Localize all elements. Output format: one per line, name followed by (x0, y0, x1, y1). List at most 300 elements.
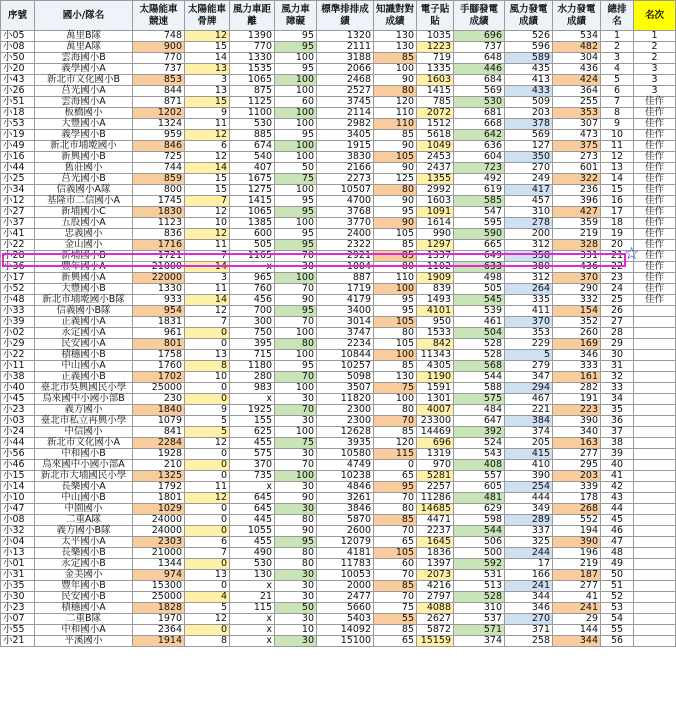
cell-solar-speed[interactable]: 2364 (133, 625, 185, 636)
cell-wind-obstacle[interactable]: 70 (275, 405, 317, 416)
table-row[interactable] (1, 625, 676, 636)
cell-team[interactable]: 正義國小B (35, 372, 133, 383)
cell-solar-speed[interactable]: 2284 (133, 438, 185, 449)
cell-total-rank[interactable]: 53 (601, 603, 634, 614)
cell-total-rank[interactable]: 27 (601, 317, 634, 328)
cell-total-rank[interactable]: 1 (601, 31, 634, 42)
cell-wind-power[interactable]: 335 (505, 295, 553, 306)
cell-wind-obstacle[interactable]: 30 (275, 592, 317, 603)
cell-wind-obstacle[interactable]: 90 (275, 295, 317, 306)
cell-total-rank[interactable]: 16 (601, 196, 634, 207)
cell-knowledge-match[interactable]: 90 (374, 75, 417, 86)
cell-id[interactable]: 小03 (1, 416, 35, 427)
cell-hand-foot-power[interactable]: 547 (454, 207, 505, 218)
cell-circuit-stick[interactable]: 1049 (417, 141, 454, 152)
cell-wind-distance[interactable]: 456 (230, 295, 275, 306)
cell-circuit-stick[interactable]: 1355 (417, 174, 454, 185)
cell-id[interactable]: 小35 (1, 581, 35, 592)
cell-wind-power[interactable]: 444 (505, 493, 553, 504)
cell-wind-obstacle[interactable]: 100 (275, 328, 317, 339)
cell-id[interactable]: 小38 (1, 372, 35, 383)
cell-knowledge-match[interactable]: 65 (374, 471, 417, 482)
cell-team[interactable]: 莒光國小B (35, 174, 133, 185)
cell-id[interactable]: 小34 (1, 185, 35, 196)
cell-solar-domino[interactable]: 7 (185, 196, 230, 207)
cell-solar-domino[interactable]: 9 (185, 405, 230, 416)
cell-knowledge-match[interactable]: 70 (374, 416, 417, 427)
cell-team[interactable]: 新興國小B (35, 152, 133, 163)
cell-hand-foot-power[interactable]: 461 (454, 317, 505, 328)
cell-wind-obstacle[interactable]: 60 (275, 97, 317, 108)
cell-team[interactable]: 新北市埔墘國小 (35, 141, 133, 152)
cell-solar-speed[interactable]: 900 (133, 42, 185, 53)
cell-circuit-stick[interactable]: 2453 (417, 152, 454, 163)
cell-solar-speed[interactable]: 21000 (133, 262, 185, 273)
cell-wind-distance[interactable]: 1100 (230, 108, 275, 119)
cell-place[interactable]: 佳作 (634, 196, 676, 207)
cell-team[interactable]: 中信國小 (35, 427, 133, 438)
cell-place[interactable]: 佳作 (634, 240, 676, 251)
cell-id[interactable]: 小07 (1, 614, 35, 625)
cell-solar-speed[interactable]: 1792 (133, 482, 185, 493)
cell-wind-distance[interactable]: 1535 (230, 64, 275, 75)
cell-wind-distance[interactable]: 700 (230, 306, 275, 317)
cell-wind-distance[interactable]: 490 (230, 548, 275, 559)
table-row[interactable] (1, 119, 676, 130)
cell-team[interactable]: 二重A隊 (35, 515, 133, 526)
cell-circuit-stick[interactable]: 1909 (417, 273, 454, 284)
cell-hydro-power[interactable]: 241 (553, 603, 601, 614)
cell-wind-obstacle[interactable]: 100 (275, 350, 317, 361)
cell-hydro-power[interactable]: 424 (553, 75, 601, 86)
table-row[interactable] (1, 317, 676, 328)
cell-circuit-stick[interactable]: 4007 (417, 405, 454, 416)
cell-place[interactable]: 佳作 (634, 97, 676, 108)
cell-solar-speed[interactable]: 21000 (133, 548, 185, 559)
cell-knowledge-match[interactable]: 100 (374, 350, 417, 361)
cell-wind-obstacle[interactable]: 100 (275, 53, 317, 64)
col-header-solar-speed[interactable]: 太陽能車競速 (133, 1, 185, 31)
cell-total-rank[interactable]: 21 (601, 251, 634, 262)
cell-wind-distance[interactable]: x (230, 394, 275, 405)
cell-total-rank[interactable]: 6 (601, 86, 634, 97)
cell-knowledge-match[interactable]: 85 (374, 130, 417, 141)
cell-hand-foot-power[interactable]: 633 (454, 262, 505, 273)
cell-wind-power[interactable]: 467 (505, 394, 553, 405)
cell-wind-power[interactable]: 337 (505, 526, 553, 537)
cell-wind-power[interactable]: 279 (505, 361, 553, 372)
cell-hydro-power[interactable]: 552 (553, 515, 601, 526)
table-row[interactable] (1, 141, 676, 152)
cell-circuit-stick[interactable]: 1335 (417, 64, 454, 75)
cell-circuit-stick[interactable]: 4305 (417, 361, 454, 372)
table-row[interactable] (1, 174, 676, 185)
cell-hydro-power[interactable]: 339 (553, 482, 601, 493)
cell-hydro-power[interactable]: 427 (553, 207, 601, 218)
cell-team[interactable]: 忠義國小 (35, 229, 133, 240)
cell-wind-power[interactable]: 390 (505, 471, 553, 482)
cell-total-rank[interactable]: 14 (601, 174, 634, 185)
cell-hydro-power[interactable]: 290 (553, 284, 601, 295)
cell-solar-domino[interactable]: 0 (185, 383, 230, 394)
cell-standard-row[interactable]: 2921 (317, 251, 374, 262)
cell-team[interactable]: 太平國小A (35, 537, 133, 548)
cell-total-rank[interactable]: 37 (601, 427, 634, 438)
cell-solar-domino[interactable]: 11 (185, 284, 230, 295)
cell-solar-speed[interactable]: 25000 (133, 592, 185, 603)
cell-knowledge-match[interactable]: 110 (374, 108, 417, 119)
cell-standard-row[interactable]: 5403 (317, 614, 374, 625)
cell-solar-speed[interactable]: 748 (133, 31, 185, 42)
cell-wind-obstacle[interactable]: 100 (275, 152, 317, 163)
cell-place[interactable] (634, 328, 676, 339)
cell-solar-domino[interactable]: 7 (185, 251, 230, 262)
cell-solar-domino[interactable]: 8 (185, 636, 230, 647)
cell-knowledge-match[interactable]: 85 (374, 240, 417, 251)
cell-standard-row[interactable]: 3830 (317, 152, 374, 163)
cell-id[interactable]: 小01 (1, 559, 35, 570)
cell-wind-obstacle[interactable]: 30 (275, 394, 317, 405)
cell-solar-speed[interactable]: 1840 (133, 405, 185, 416)
cell-hydro-power[interactable]: 352 (553, 317, 601, 328)
cell-id[interactable]: 小20 (1, 64, 35, 75)
cell-hand-foot-power[interactable]: 588 (454, 383, 505, 394)
cell-standard-row[interactable]: 3400 (317, 306, 374, 317)
table-row[interactable] (1, 449, 676, 460)
cell-team[interactable]: 新興國小A (35, 273, 133, 284)
cell-wind-power[interactable]: 569 (505, 130, 553, 141)
cell-solar-speed[interactable]: 2303 (133, 537, 185, 548)
cell-solar-speed[interactable]: 24000 (133, 526, 185, 537)
col-header-wind-power[interactable]: 風力發電成績 (505, 1, 553, 31)
cell-hydro-power[interactable]: 304 (553, 53, 601, 64)
cell-wind-obstacle[interactable]: 70 (275, 251, 317, 262)
cell-total-rank[interactable]: 31 (601, 361, 634, 372)
cell-team[interactable]: 金山國小 (35, 240, 133, 251)
table-row[interactable] (1, 350, 676, 361)
cell-id[interactable]: 小47 (1, 504, 35, 515)
cell-solar-domino[interactable]: 15 (185, 42, 230, 53)
cell-knowledge-match[interactable]: 0 (374, 460, 417, 471)
cell-standard-row[interactable]: 2166 (317, 163, 374, 174)
cell-place[interactable]: 佳作 (634, 273, 676, 284)
cell-knowledge-match[interactable]: 65 (374, 537, 417, 548)
cell-place[interactable] (634, 350, 676, 361)
table-row[interactable] (1, 548, 676, 559)
cell-wind-obstacle[interactable]: 70 (275, 460, 317, 471)
cell-total-rank[interactable]: 34 (601, 394, 634, 405)
cell-circuit-stick[interactable]: 1397 (417, 559, 454, 570)
cell-solar-speed[interactable]: 846 (133, 141, 185, 152)
cell-total-rank[interactable]: 36 (601, 416, 634, 427)
cell-total-rank[interactable]: 2 (601, 42, 634, 53)
cell-solar-speed[interactable]: 1029 (133, 504, 185, 515)
cell-hand-foot-power[interactable]: 537 (454, 614, 505, 625)
cell-solar-speed[interactable]: 1831 (133, 317, 185, 328)
cell-wind-power[interactable]: 415 (505, 449, 553, 460)
cell-solar-domino[interactable]: 5 (185, 427, 230, 438)
cell-wind-distance[interactable]: 21 (230, 592, 275, 603)
cell-team[interactable]: 豐年國小B (35, 581, 133, 592)
cell-wind-distance[interactable]: 530 (230, 559, 275, 570)
cell-id[interactable]: 小12 (1, 196, 35, 207)
cell-team[interactable]: 信義國小A隊 (35, 185, 133, 196)
cell-total-rank[interactable]: 19 (601, 229, 634, 240)
cell-total-rank[interactable]: 41 (601, 471, 634, 482)
cell-circuit-stick[interactable]: 14685 (417, 504, 454, 515)
cell-wind-obstacle[interactable]: 95 (275, 207, 317, 218)
cell-hydro-power[interactable]: 163 (553, 438, 601, 449)
cell-hand-foot-power[interactable]: 505 (454, 284, 505, 295)
cell-hydro-power[interactable]: 203 (553, 471, 601, 482)
cell-solar-speed[interactable]: 770 (133, 53, 185, 64)
cell-place[interactable] (634, 361, 676, 372)
cell-hand-foot-power[interactable]: 649 (454, 251, 505, 262)
cell-solar-speed[interactable]: 853 (133, 75, 185, 86)
cell-wind-power[interactable]: 278 (505, 218, 553, 229)
cell-team[interactable]: 義學國小B (35, 130, 133, 141)
cell-knowledge-match[interactable]: 90 (374, 141, 417, 152)
cell-wind-obstacle[interactable]: 90 (275, 493, 317, 504)
cell-standard-row[interactable]: 11820 (317, 394, 374, 405)
cell-hydro-power[interactable]: 344 (553, 636, 601, 647)
cell-hydro-power[interactable]: 268 (553, 504, 601, 515)
cell-hand-foot-power[interactable]: 592 (454, 559, 505, 570)
cell-total-rank[interactable]: 43 (601, 493, 634, 504)
cell-id[interactable]: 小17 (1, 273, 35, 284)
cell-wind-distance[interactable]: 770 (230, 42, 275, 53)
cell-standard-row[interactable]: 10257 (317, 361, 374, 372)
cell-circuit-stick[interactable]: 15159 (417, 636, 454, 647)
cell-wind-distance[interactable]: 407 (230, 163, 275, 174)
cell-hand-foot-power[interactable]: 446 (454, 64, 505, 75)
cell-knowledge-match[interactable]: 120 (374, 438, 417, 449)
cell-standard-row[interactable]: 3770 (317, 218, 374, 229)
cell-circuit-stick[interactable]: 4216 (417, 581, 454, 592)
cell-wind-distance[interactable]: 760 (230, 284, 275, 295)
cell-wind-distance[interactable]: 1125 (230, 97, 275, 108)
cell-wind-obstacle[interactable]: 50 (275, 603, 317, 614)
cell-solar-speed[interactable]: 974 (133, 570, 185, 581)
cell-total-rank[interactable]: 40 (601, 460, 634, 471)
cell-solar-domino[interactable]: 14 (185, 53, 230, 64)
cell-id[interactable]: 小27 (1, 207, 35, 218)
cell-hand-foot-power[interactable]: 492 (454, 174, 505, 185)
cell-wind-obstacle[interactable]: 80 (275, 515, 317, 526)
cell-wind-distance[interactable]: 1275 (230, 185, 275, 196)
cell-id[interactable]: 小31 (1, 570, 35, 581)
cell-hydro-power[interactable]: 482 (553, 42, 601, 53)
cell-hydro-power[interactable]: 260 (553, 328, 601, 339)
cell-wind-distance[interactable]: 530 (230, 119, 275, 130)
cell-wind-distance[interactable]: x (230, 581, 275, 592)
cell-wind-distance[interactable]: x (230, 262, 275, 273)
cell-wind-obstacle[interactable]: 80 (275, 559, 317, 570)
cell-wind-distance[interactable]: 625 (230, 427, 275, 438)
cell-circuit-stick[interactable]: 970 (417, 460, 454, 471)
table-row[interactable] (1, 86, 676, 97)
cell-solar-domino[interactable]: 0 (185, 515, 230, 526)
col-header-id[interactable]: 序號 (1, 1, 35, 31)
cell-hydro-power[interactable]: 295 (553, 460, 601, 471)
cell-knowledge-match[interactable]: 90 (374, 163, 417, 174)
cell-id[interactable]: 小55 (1, 625, 35, 636)
cell-solar-speed[interactable]: 1760 (133, 361, 185, 372)
cell-total-rank[interactable]: 46 (601, 526, 634, 537)
cell-wind-distance[interactable]: 1925 (230, 405, 275, 416)
cell-wind-distance[interactable]: 885 (230, 130, 275, 141)
cell-knowledge-match[interactable]: 95 (374, 306, 417, 317)
table-row[interactable] (1, 581, 676, 592)
cell-total-rank[interactable]: 30 (601, 350, 634, 361)
cell-solar-speed[interactable]: 25000 (133, 383, 185, 394)
cell-knowledge-match[interactable]: 105 (374, 548, 417, 559)
cell-team[interactable]: 義學國小A (35, 64, 133, 75)
cell-wind-distance[interactable]: 1180 (230, 361, 275, 372)
cell-standard-row[interactable]: 2114 (317, 108, 374, 119)
cell-id[interactable]: 小18 (1, 108, 35, 119)
cell-hydro-power[interactable]: 359 (553, 218, 601, 229)
cell-total-rank[interactable]: 23 (601, 273, 634, 284)
cell-place[interactable] (634, 570, 676, 581)
cell-total-rank[interactable]: 22 (601, 262, 634, 273)
cell-standard-row[interactable]: 3507 (317, 383, 374, 394)
cell-place[interactable] (634, 383, 676, 394)
cell-place[interactable] (634, 614, 676, 625)
cell-standard-row[interactable]: 2000 (317, 581, 374, 592)
cell-knowledge-match[interactable]: 100 (374, 64, 417, 75)
cell-solar-domino[interactable]: 6 (185, 141, 230, 152)
cell-id[interactable]: 小36 (1, 262, 35, 273)
cell-standard-row[interactable]: 4846 (317, 482, 374, 493)
cell-place[interactable] (634, 603, 676, 614)
cell-solar-speed[interactable]: 22000 (133, 273, 185, 284)
cell-knowledge-match[interactable]: 105 (374, 339, 417, 350)
table-row[interactable] (1, 42, 676, 53)
cell-place[interactable] (634, 460, 676, 471)
cell-wind-obstacle[interactable]: 30 (275, 482, 317, 493)
col-header-knowledge-match[interactable]: 知識對對成績 (374, 1, 417, 31)
cell-hand-foot-power[interactable]: 543 (454, 449, 505, 460)
cell-circuit-stick[interactable]: 1645 (417, 537, 454, 548)
cell-wind-power[interactable]: 380 (505, 262, 553, 273)
table-row[interactable] (1, 361, 676, 372)
cell-knowledge-match[interactable]: 90 (374, 218, 417, 229)
cell-wind-obstacle[interactable]: 30 (275, 636, 317, 647)
cell-wind-power[interactable]: 457 (505, 196, 553, 207)
cell-solar-domino[interactable]: 3 (185, 75, 230, 86)
cell-solar-domino[interactable]: 12 (185, 493, 230, 504)
cell-wind-obstacle[interactable]: 30 (275, 262, 317, 273)
cell-hydro-power[interactable]: 282 (553, 383, 601, 394)
cell-team[interactable]: 中園國小 (35, 504, 133, 515)
cell-team[interactable]: 新北市文化國小A (35, 438, 133, 449)
cell-standard-row[interactable]: 1915 (317, 141, 374, 152)
cell-solar-domino[interactable]: 3 (185, 273, 230, 284)
cell-standard-row[interactable]: 4749 (317, 460, 374, 471)
cell-hand-foot-power[interactable]: 506 (454, 537, 505, 548)
cell-hand-foot-power[interactable]: 544 (454, 372, 505, 383)
cell-standard-row[interactable]: 3014 (317, 317, 374, 328)
cell-standard-row[interactable]: 1320 (317, 31, 374, 42)
cell-team[interactable]: 永定國小B (35, 559, 133, 570)
cell-team[interactable]: 萬里B隊 (35, 31, 133, 42)
cell-total-rank[interactable]: 4 (601, 64, 634, 75)
table-row[interactable] (1, 471, 676, 482)
cell-total-rank[interactable]: 12 (601, 152, 634, 163)
cell-hydro-power[interactable]: 534 (553, 31, 601, 42)
cell-hand-foot-power[interactable]: 604 (454, 152, 505, 163)
cell-wind-obstacle[interactable]: 95 (275, 42, 317, 53)
cell-solar-speed[interactable]: 737 (133, 64, 185, 75)
col-header-solar-domino[interactable]: 太陽能車骨牌 (185, 1, 230, 31)
cell-solar-domino[interactable]: 12 (185, 152, 230, 163)
cell-id[interactable]: 小10 (1, 493, 35, 504)
cell-wind-obstacle[interactable]: 95 (275, 31, 317, 42)
cell-circuit-stick[interactable]: 23300 (417, 416, 454, 427)
cell-place[interactable] (634, 581, 676, 592)
cell-solar-speed[interactable]: 801 (133, 339, 185, 350)
cell-wind-power[interactable]: 249 (505, 174, 553, 185)
cell-solar-domino[interactable]: 11 (185, 482, 230, 493)
cell-wind-distance[interactable]: 965 (230, 273, 275, 284)
cell-standard-row[interactable]: 3405 (317, 130, 374, 141)
table-row[interactable] (1, 636, 676, 647)
cell-solar-domino[interactable]: 0 (185, 460, 230, 471)
table-row[interactable] (1, 108, 676, 119)
cell-hand-foot-power[interactable]: 500 (454, 548, 505, 559)
cell-hydro-power[interactable]: 219 (553, 559, 601, 570)
col-header-wind-distance[interactable]: 風力車距離 (230, 1, 275, 31)
table-row[interactable] (1, 295, 676, 306)
cell-standard-row[interactable]: 1004 (317, 262, 374, 273)
cell-knowledge-match[interactable]: 80 (374, 262, 417, 273)
cell-solar-domino[interactable]: 14 (185, 295, 230, 306)
cell-id[interactable]: 小22 (1, 240, 35, 251)
cell-circuit-stick[interactable]: 2627 (417, 614, 454, 625)
cell-solar-domino[interactable]: 0 (185, 625, 230, 636)
cell-wind-obstacle[interactable]: 30 (275, 614, 317, 625)
cell-standard-row[interactable]: 10844 (317, 350, 374, 361)
cell-wind-obstacle[interactable]: 100 (275, 383, 317, 394)
cell-standard-row[interactable]: 2273 (317, 174, 374, 185)
cell-solar-speed[interactable]: 744 (133, 163, 185, 174)
cell-solar-domino[interactable]: 0 (185, 328, 230, 339)
cell-total-rank[interactable]: 32 (601, 372, 634, 383)
cell-place[interactable]: 佳作 (634, 163, 676, 174)
cell-knowledge-match[interactable]: 105 (374, 229, 417, 240)
cell-standard-row[interactable]: 3768 (317, 207, 374, 218)
cell-hand-foot-power[interactable]: 408 (454, 460, 505, 471)
cell-standard-row[interactable]: 887 (317, 273, 374, 284)
cell-id[interactable]: 小24 (1, 427, 35, 438)
cell-hand-foot-power[interactable]: 374 (454, 636, 505, 647)
cell-wind-obstacle[interactable]: 80 (275, 548, 317, 559)
cell-knowledge-match[interactable]: 85 (374, 625, 417, 636)
cell-total-rank[interactable]: 5 (601, 75, 634, 86)
cell-place[interactable]: 佳作 (634, 229, 676, 240)
cell-wind-obstacle[interactable]: 95 (275, 229, 317, 240)
cell-wind-obstacle[interactable]: 100 (275, 119, 317, 130)
cell-wind-distance[interactable]: 1065 (230, 75, 275, 86)
cell-wind-distance[interactable]: 115 (230, 603, 275, 614)
cell-circuit-stick[interactable]: 1301 (417, 394, 454, 405)
cell-knowledge-match[interactable]: 85 (374, 251, 417, 262)
cell-place[interactable]: 佳作 (634, 119, 676, 130)
cell-hand-foot-power[interactable]: 737 (454, 42, 505, 53)
cell-circuit-stick[interactable]: 5618 (417, 130, 454, 141)
cell-place[interactable] (634, 394, 676, 405)
